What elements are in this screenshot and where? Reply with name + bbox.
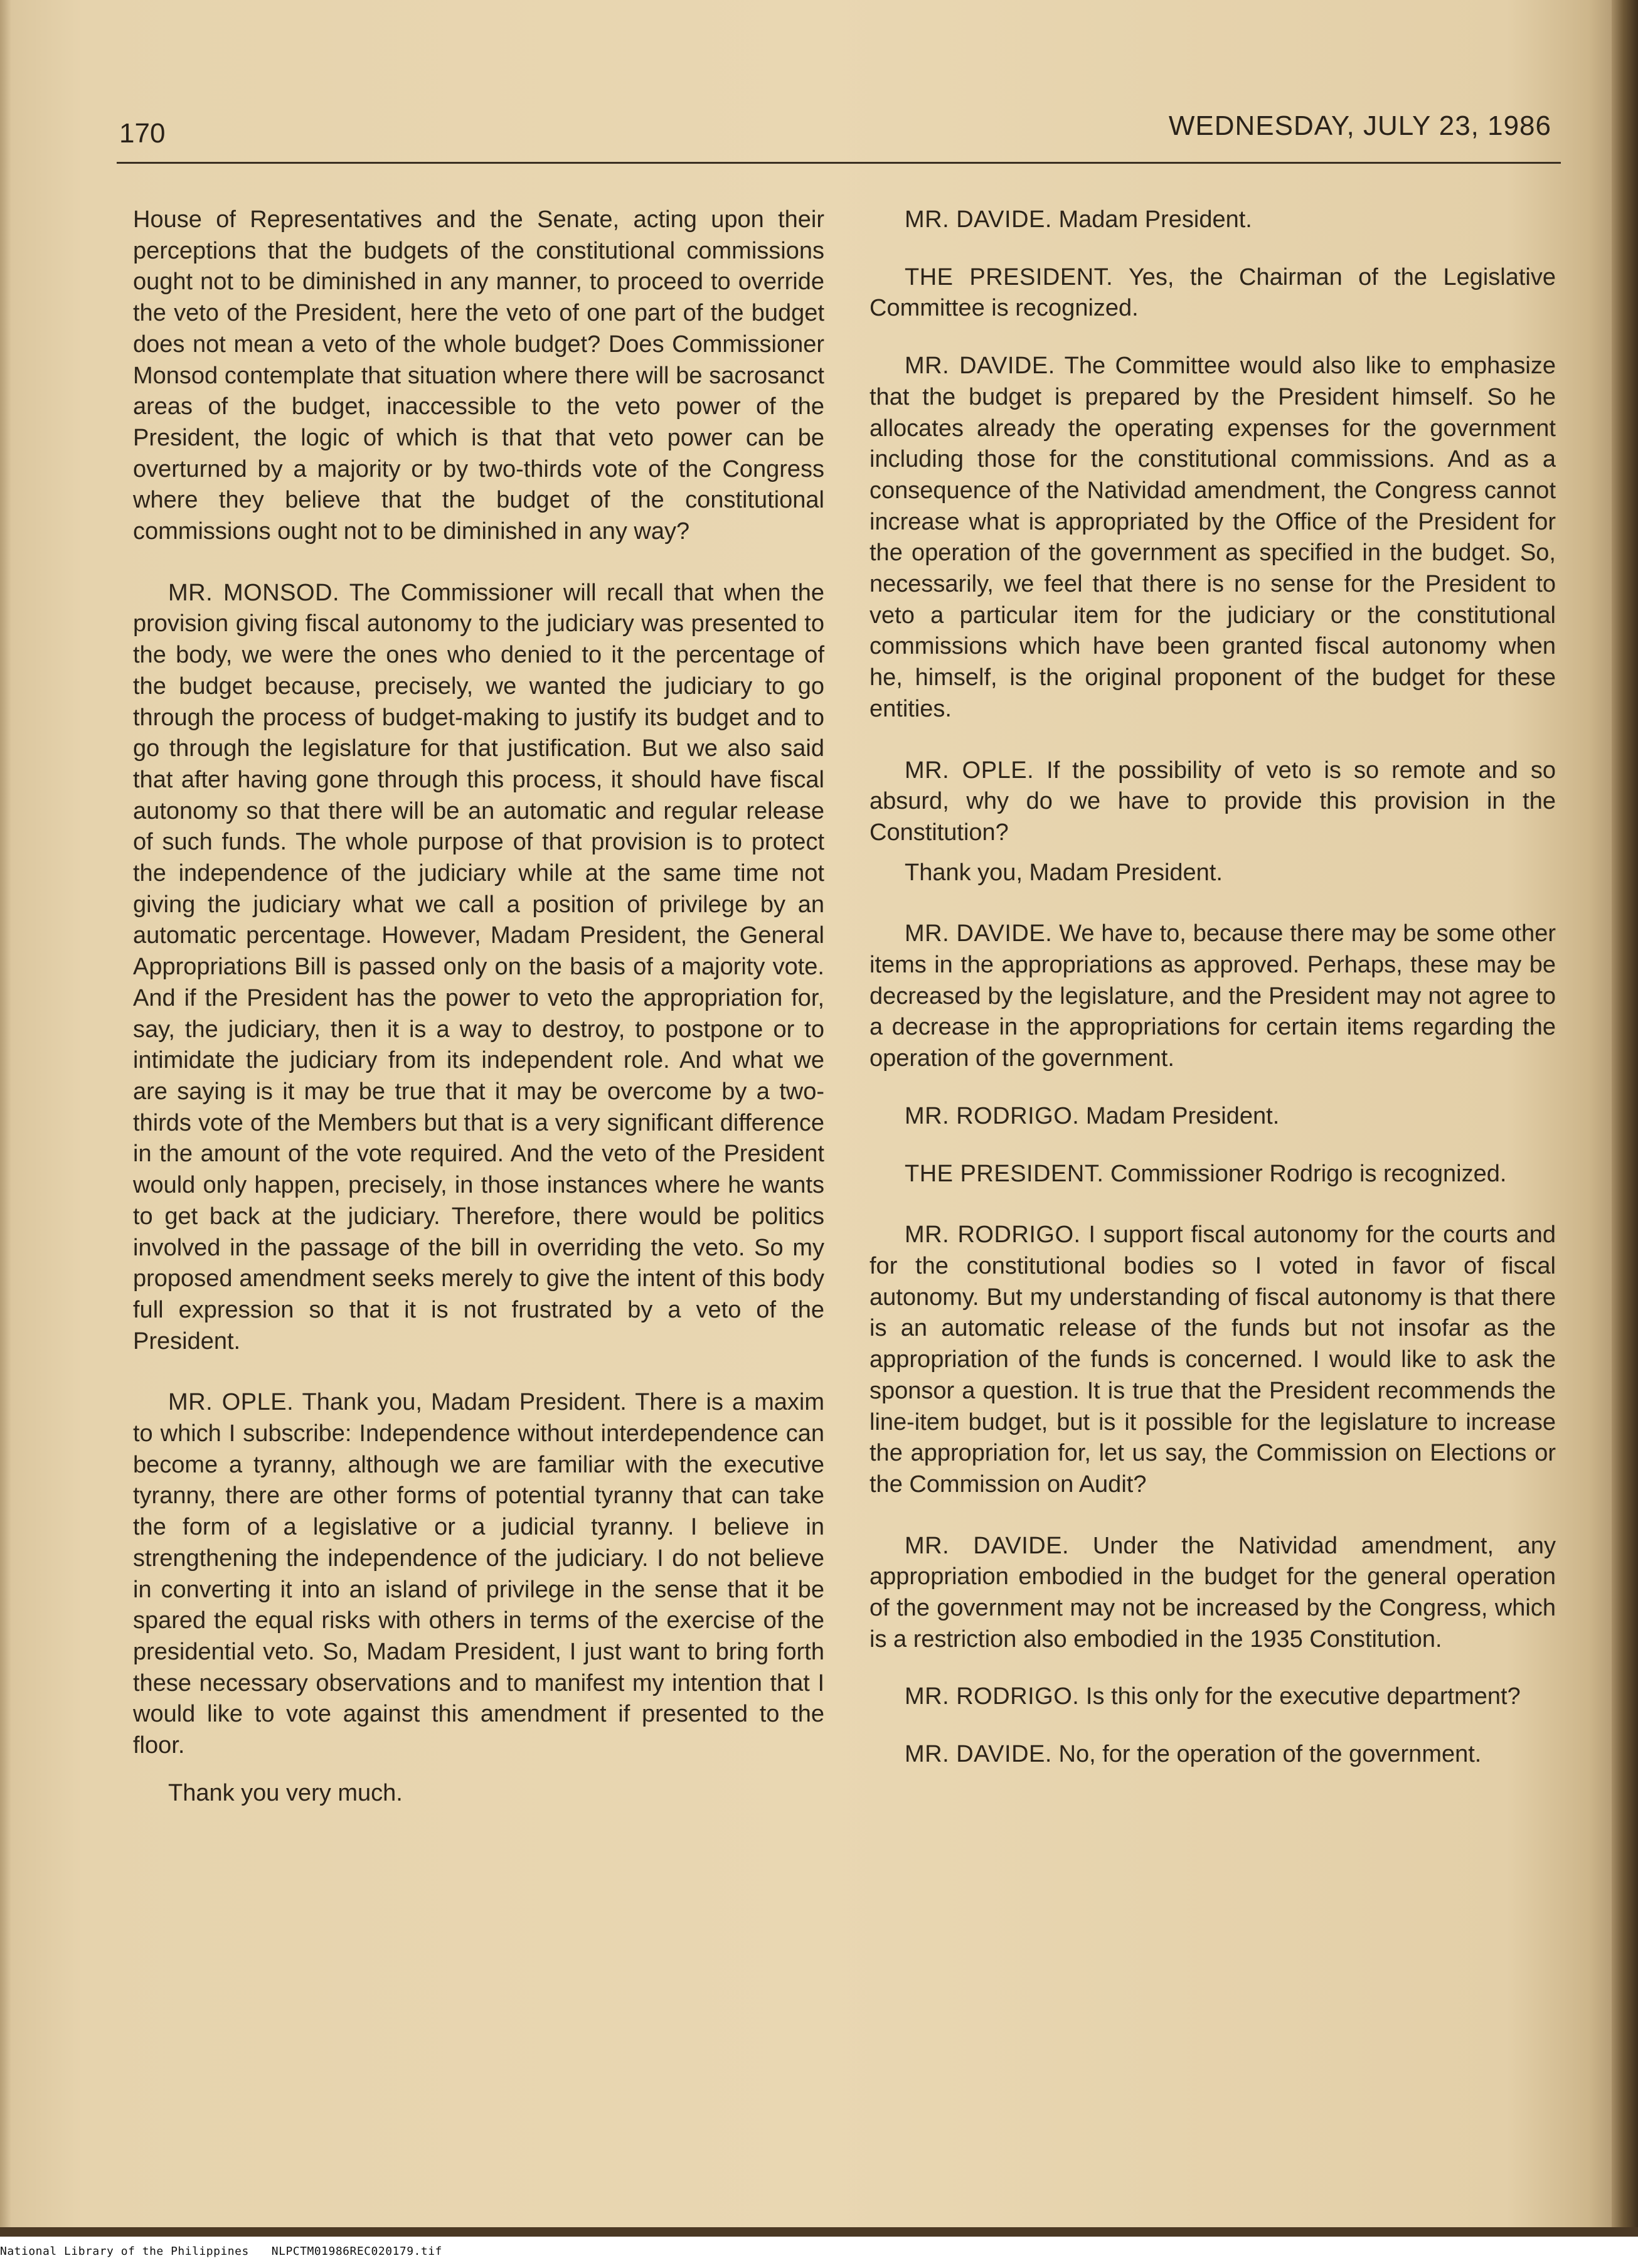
paragraph — [870, 351, 1556, 725]
paragraph-text: Thank you, Madam President. — [905, 859, 1223, 886]
paragraph — [133, 578, 824, 1358]
scan-bottom-band — [0, 2227, 1638, 2237]
paragraph-text: House of Representatives and the Senate, acting upon their perceptions that the budgets of the constitutional commissions ought not to be diminished in any manner, to proceed to override the veto of the President, here the veto of one part of the budget does not mean a veto of the whole budget? Does Commissioner Monsod contemplate that situation where there will be sacrosanct areas of the budget, inaccessible to the veto power of the President, the logic of which is that that veto power can be overturned by a majority or by two-thirds vote of the Congress where they believe that the budget of the constitutional commissions ought not to be diminished in any way? — [133, 206, 824, 545]
paragraph — [870, 1101, 1556, 1132]
right-column — [870, 205, 1556, 1770]
speaker-name: MR. RODRIGO. — [905, 1683, 1080, 1710]
paragraph-text: No, for the operation of the government. — [1058, 1741, 1482, 1768]
paragraph-text: If the possibility of veto is so remote and so absurd, why do we have to provide this provision in the Constitution? — [870, 757, 1556, 846]
paragraph-text: The Committee would also like to emphasize that the budget is prepared by the President himself. So he allocates already the operating expenses for the government including those for the constitutional commissions. And as a consequence of the Natividad amendment, the Congress cannot increase what is appropriated by the Office of the President for the operation of the government as specified in the budget. So, necessarily, we feel that there is no sense for the President to veto a particular item for the judiciary or the constitutional commissions which have been granted fiscal autonomy when he, himself, is the original proponent of the budget for these entities. — [870, 353, 1556, 722]
paragraph-text: We have to, because there may be some other items in the appropriations as approved. Perhaps, these may be decreased by the legislature, and the President may not agree to a decrease in the appropriations for certain items regarding the operation of the government. — [870, 920, 1556, 1072]
paragraph-text: Madam President. — [1085, 1102, 1280, 1129]
scan-caption — [0, 2245, 465, 2258]
speaker-name: MR. OPLE. — [168, 1389, 294, 1416]
speaker-name: THE PRESIDENT. — [905, 264, 1114, 290]
paragraph — [870, 1159, 1556, 1190]
speaker-name: MR. MONSOD. — [168, 579, 340, 606]
header-rule — [117, 162, 1561, 164]
paragraph — [870, 918, 1556, 1075]
paragraph-text: Under the Natividad amendment, any appropriation embodied in the budget for the general operation of the government may not be increased by the Congress, which is a restriction also embodied in the 1935 Constitution. — [870, 1532, 1556, 1653]
speaker-name: THE PRESIDENT. — [905, 1160, 1104, 1187]
speaker-name: MR. DAVIDE. — [905, 353, 1055, 380]
paragraph — [870, 858, 1556, 889]
paragraph-text: The Commissioner will recall that when the provision giving fiscal autonomy to the judiciary was presented to the body, we were the ones who denied to it the percentage of the budget because, precisely, we wanted the judiciary to go through the process of budget-making to justify its budget and to go through the legislature for that justification. But we also said that after having gone through this process, it should have fiscal autonomy so that there will be an automatic and regular release of such funds. The whole purpose of that provision is to protect the independence of the judiciary while at the same time not giving the judiciary what we call a position of privilege by an automatic percentage. However, Madam President, the General Appropriations Bill is passed only on the basis of a majority vote. And if the President has the power to veto the appropriation for, say, the judiciary, then it is a way to destroy, to postpone or to intimidate the judiciary from its independent role. And what we are saying is it may be true that it may be overcome by a two-thirds vote of the Members but that is a very significant difference in the amount of the vote required. And the veto of the President would only happen, precisely, in those instances where he wants to get back at the judiciary. Therefore, there would be politics involved in the passage of the bill in overriding the veto. So my proposed amendment seeks merely to give the intent of this body full expression so that it is not frustrated by a veto of the President. — [133, 579, 824, 1355]
paragraph — [133, 205, 824, 548]
speaker-name: MR. DAVIDE. — [905, 1532, 1070, 1559]
paragraph — [133, 1387, 824, 1761]
page-date: WEDNESDAY, JULY 23, 1986 — [1168, 110, 1551, 141]
page-number: 170 — [119, 118, 166, 149]
paragraph-text: I support fiscal autonomy for the courts and for the constitutional bodies so I voted in favor of fiscal autonomy. But my understanding of fiscal autonomy is that there is an automatic release of the funds but not insofar as the appropriation of the funds is concerned. I would like to ask the sponsor a question. It is true that the President recommends the line-item budget, but is it possible for the legislature to increase the appropriation for, let us say, the Commission on Elections or the Commission on Audit? — [870, 1222, 1556, 1498]
speaker-name: MR. RODRIGO. — [905, 1102, 1080, 1129]
paragraph — [870, 205, 1556, 236]
scan-file-label: NLPCTM01986REC020179.tif — [271, 2245, 442, 2258]
paragraph-text: Is this only for the executive department? — [1085, 1683, 1521, 1710]
paragraph-text: Thank you, Madam President. There is a maxim to which I subscribe: Independence without interdependence can become a tyranny, although we are familiar with the executive tyranny, there are other forms of potential tyranny that can take the form of a legislative or a judicial tyranny. I believe in strengthening the independence of the judiciary. I do not believe in converting it into an island of privilege in the sense that it be spared the equal risks with others in terms of the exercise of the presidential veto. So, Madam President, I just want to bring forth these necessary observations and to manifest my intention that I would like to vote against this amendment if presented to the floor. — [133, 1389, 825, 1759]
speaker-name: MR. DAVIDE. — [905, 206, 1052, 233]
page-edge-shadow — [1612, 0, 1638, 2237]
paragraph — [870, 262, 1556, 324]
paragraph-text: Commissioner Rodrigo is recognized. — [1110, 1160, 1507, 1187]
speaker-name: MR. OPLE. — [905, 757, 1034, 784]
speaker-name: MR. DAVIDE. — [905, 920, 1053, 947]
left-column — [133, 205, 824, 1809]
paragraph — [133, 1778, 824, 1809]
paragraph — [870, 755, 1556, 849]
speaker-name: MR. DAVIDE. — [905, 1741, 1052, 1768]
paragraph — [870, 1681, 1556, 1713]
paragraph-text: Yes, the Chairman of the Legislative Committee is recognized. — [870, 264, 1556, 322]
paragraph-text: Madam President. — [1058, 206, 1252, 233]
speaker-name: MR. RODRIGO. — [905, 1222, 1081, 1248]
paragraph — [870, 1739, 1556, 1770]
paragraph-text: Thank you very much. — [168, 1779, 403, 1806]
page-gutter-shadow — [0, 0, 11, 2237]
paragraph — [870, 1531, 1556, 1656]
paragraph — [870, 1220, 1556, 1500]
scan-library-label: National Library of the Philippines — [0, 2245, 249, 2258]
